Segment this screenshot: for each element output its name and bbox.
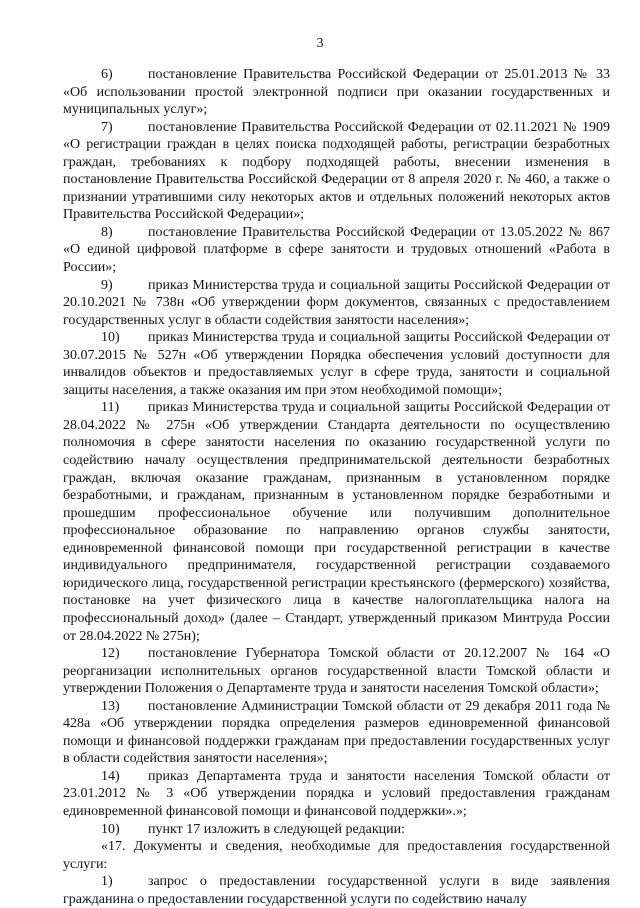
item-text: приказ Министерства труда и социальной защиты Российской Федерации от 30.07.2015 № 527н «Об утверждении Порядка обеспечения условий доступности для инвалидов объектов и предоставляемых услуг в сфере труда, занятости и социальной защиты населения, а также оказания им при этом необходимой помощи»; [63,330,610,398]
item-number: 1) [101,874,113,890]
item-number: 10) [101,330,120,346]
list-item [63,277,610,330]
item-number: 7) [101,119,113,135]
list-item [63,873,610,908]
item-text: постановление Правительства Российской Федерации от 02.11.2021 № 1909 «О регистрации граждан в целях поиска подходящей работы, регистрации безработных граждан, требованиях к подбору подходящей работы, внесении изменения в постановление Правительства Российской Федерации от 8 апреля 2020 г. № 460, а также о признании утратившими силу некоторых актов и отдельных положений некоторых актов Правительства Российской Федерации»; [63,119,610,223]
list-item [63,821,610,839]
item-text: приказ Министерства труда и социальной защиты Российской Федерации от 20.10.2021 № 738н «Об утверждении форм документов, связанных с предоставлением государственных услуг в области содействия занятости населения»; [63,277,610,328]
item-text: приказ Министерства труда и социальной защиты Российской Федерации от 28.04.2022 № 275н «Об утверждении Стандарта деятельности по осуществлению полномочия в сфере занятости населения по оказанию государственной услуги по содействию началу осуществления предпринимательской деятельности безработных граждан, включая оказание гражданам, признанным в установленном порядке безработными, и гражданам, признанным в установленном порядке безработными и прошедшим профессиональное обучение или получившим дополнительное профессиональное образование по направлению органов службы занятости, единовременной финансовой помощи при государственной регистрации в качестве индивидуального предпринимателя, государственной регистрации создаваемого юридического лица, государственной регистрации крестьянского (фермерского) хозяйства, постановке на учет физического лица в качестве налогоплательщика налога на профессиональный доход» (далее – Стандарт, утвержденный приказом Минтруда России от 28.04.2022 № 275н); [63,400,610,644]
list-item [63,66,610,119]
list-item [63,399,610,645]
item-text: постановление Губернатора Томской области от 20.12.2007 № 164 «О реорганизации исполнительных органов государственной власти Томской области и утверждении Положения о Департаменте труда и занятости населения Томской области»; [63,646,610,697]
list-item [63,329,610,399]
item-number: 14) [101,768,120,784]
list-item [63,698,610,768]
item-text: постановление Правительства Российской Федерации от 13.05.2022 № 867 «О единой цифровой платформе в сфере занятости и трудовых отношений «Работа в России»; [63,224,610,276]
item-text: запрос о предоставлении государственной услуги в виде заявления гражданина о предоставлении государственной услуги по содействию началу [63,874,610,907]
list-item [63,768,610,821]
item-number: 9) [101,277,113,293]
item-number: 12) [101,646,120,662]
item-text: постановление Администрации Томской области от 29 декабря 2011 года № 428а «Об утверждении порядка определения размеров единовременной финансовой помощи и финансовой поддержки гражданам при предоставлении государственных услуг в области содействия занятости населения»; [63,698,610,767]
item-text: постановление Правительства Российской Федерации от 25.01.2013 № 33 «Об использовании простой электронной подписи при оказании государственных и муниципальных услуг»; [63,67,610,118]
item-number: 6) [101,67,113,82]
item-number: 10) [101,821,120,837]
item-text: приказ Департамента труда и занятости населения Томской области от 23.01.2012 № 3 «Об утверждении порядка и условий предоставления гражданам единовременной финансовой помощи и финансовой поддержки».»; [63,768,610,819]
list-item [63,119,610,224]
paragraph [63,838,610,873]
list-item [63,224,610,277]
paragraph-text: «17. Документы и сведения, необходимые для предоставления государственной услуги: [63,839,610,872]
item-number: 8) [101,224,113,240]
list-item [63,645,610,698]
document-body [63,66,610,908]
item-text: пункт 17 изложить в следующей редакции: [148,821,405,837]
item-number: 11) [101,400,120,416]
item-number: 13) [101,698,120,714]
page-number: 3 [316,36,324,51]
